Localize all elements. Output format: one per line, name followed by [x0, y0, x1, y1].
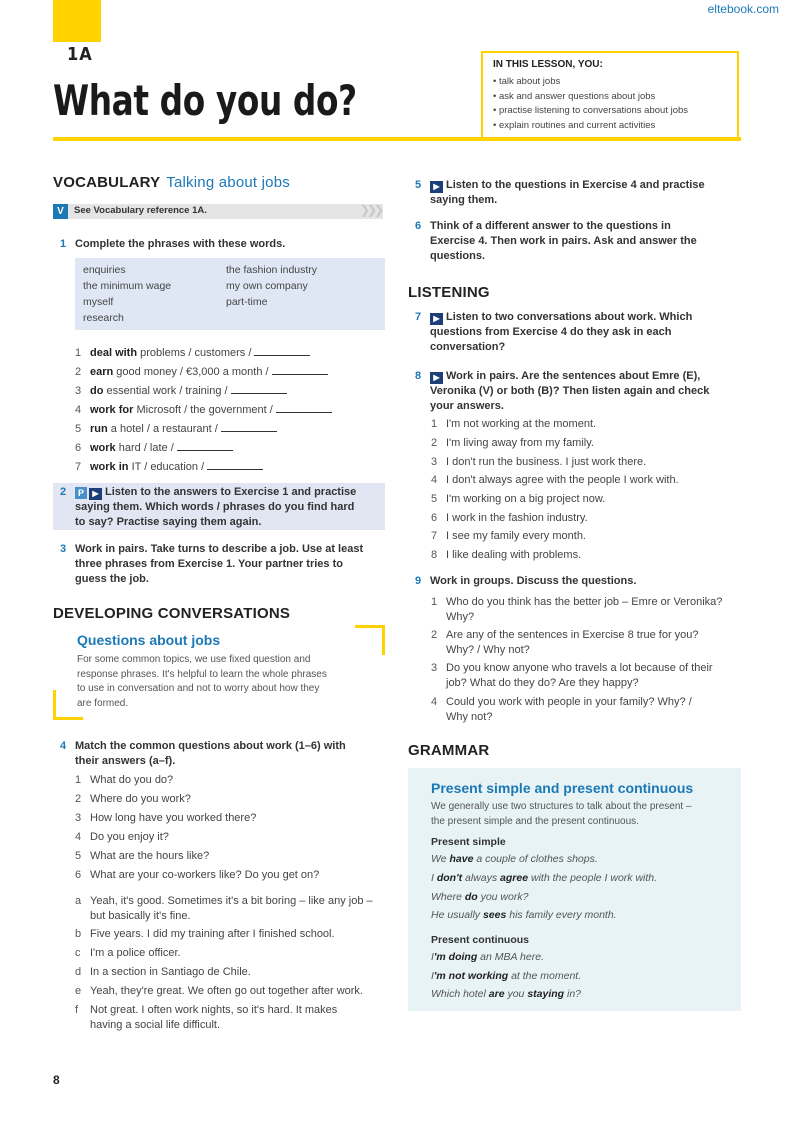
- answer-blank[interactable]: [207, 459, 263, 470]
- vocabulary-title: VOCABULARY: [53, 174, 161, 191]
- lesson-item: • practise listening to conversations about jobs: [493, 104, 688, 119]
- list-item: 4 work for Microsoft / the government /: [75, 402, 332, 416]
- list-item: 7 I see my family every month.: [431, 530, 586, 542]
- list-item: 3 How long have you worked there?: [75, 812, 257, 824]
- list-item: 6 What are your co-workers like? Do you get on?: [75, 869, 320, 881]
- example-sentence: We have a couple of clothes shops.: [431, 853, 598, 865]
- vocabulary-reference-bar: [53, 204, 383, 219]
- lesson-item: • ask and answer questions about jobs: [493, 90, 688, 105]
- exercise-7: [415, 310, 735, 356]
- answer-blank[interactable]: [272, 364, 328, 375]
- exercise-instruction: Work in groups. Discuss the questions.: [430, 575, 637, 587]
- page-title: What do you do?: [53, 76, 357, 125]
- example-sentence: Which hotel are you staying in?: [431, 988, 582, 1000]
- exercise-5: [415, 178, 735, 209]
- exercise-number: 7: [415, 311, 422, 323]
- play-audio-icon[interactable]: ▶: [430, 313, 443, 325]
- exercise-instruction: Work in pairs. Take turns to describe a job. Use at least three phrases from Exercise 1. Your partner tries to guess the job.: [75, 543, 364, 585]
- example-sentence: I'm doing an MBA here.: [431, 951, 544, 963]
- present-continuous-heading: Present continuous: [431, 934, 530, 946]
- lesson-list: [493, 75, 688, 133]
- list-item: f Not great. I often work nights, so it's hard. It makes having a social life difficult.: [75, 1004, 338, 1031]
- list-item: 1 Who do you think has the better job – Emre or Veronika? Why?: [431, 596, 723, 623]
- list-item: 1 I'm not working at the moment.: [431, 418, 597, 430]
- bracket-bottom: [53, 690, 56, 720]
- brand-watermark: eltebook.com: [707, 2, 779, 16]
- vocabulary-heading: [53, 174, 290, 191]
- question-list: [75, 774, 390, 884]
- page-number: 8: [53, 1073, 60, 1087]
- answer-blank[interactable]: [276, 402, 332, 413]
- vocabulary-badge: V: [53, 204, 68, 219]
- lesson-item: • explain routines and current activities: [493, 119, 688, 134]
- list-item: 2 Are any of the sentences in Exercise 8 true for you? Why? / Why not?: [431, 629, 699, 656]
- exercise-number: 3: [60, 543, 67, 555]
- list-item: b Five years. I did my training after I finished school.: [75, 928, 335, 940]
- example-sentence: I'm not working at the moment.: [431, 970, 582, 982]
- lesson-item: • talk about jobs: [493, 75, 688, 90]
- unit-label: 1A: [67, 44, 93, 65]
- phrase-list: [75, 345, 385, 475]
- list-item: e Yeah, they're great. We often go out together after work.: [75, 985, 363, 997]
- word-option: myself: [83, 296, 114, 308]
- list-item: 4 I don't always agree with the people I work with.: [431, 474, 679, 486]
- answer-blank[interactable]: [221, 421, 277, 432]
- exercise-instruction: ▶ Listen to the questions in Exercise 4 and practise saying them.: [430, 179, 705, 206]
- vocabulary-reference-text: See Vocabulary reference 1A.: [74, 205, 207, 216]
- listening-heading: LISTENING: [408, 284, 490, 301]
- exercise-number: 9: [415, 575, 422, 587]
- example-sentence: Where do you work?: [431, 891, 529, 903]
- unit-tab: [53, 0, 101, 38]
- word-option: the minimum wage: [83, 280, 172, 292]
- answer-blank[interactable]: [254, 345, 310, 356]
- grammar-title: Present simple and present continuous: [431, 780, 694, 796]
- unit-tab-cap: [53, 38, 101, 42]
- pronunciation-icon: P: [75, 487, 87, 499]
- list-item: 3 I don't run the business. I just work there.: [431, 456, 647, 468]
- play-audio-icon[interactable]: ▶: [89, 488, 102, 500]
- grammar-heading: GRAMMAR: [408, 742, 490, 759]
- exercise-2: [60, 485, 385, 531]
- exercise-instruction: P ▶ Listen to the answers to Exercise 1 and practise saying them. Which words / phrases do you find hard to say? Practise saying them again.: [75, 486, 357, 528]
- word-option: enquiries: [83, 264, 126, 276]
- exercise-number: 6: [415, 220, 422, 232]
- box-title: Questions about jobs: [77, 632, 221, 648]
- list-item: 4 Do you enjoy it?: [75, 831, 169, 843]
- answer-blank[interactable]: [231, 383, 287, 394]
- list-item: 6 work hard / late /: [75, 440, 233, 454]
- exercise-number: 8: [415, 370, 422, 382]
- word-box: [75, 258, 385, 330]
- list-item: 2 earn good money / €3,000 a month /: [75, 364, 328, 378]
- exercise-1: [60, 237, 390, 253]
- answer-list: [75, 894, 395, 1034]
- list-item: a Yeah, it's good. Sometimes it's a bit boring – like any job – but basically it's fine.: [75, 895, 373, 922]
- list-item: 2 I'm living away from my family.: [431, 437, 594, 449]
- list-item: 4 Could you work with people in your family? Why? / Why not?: [431, 696, 692, 723]
- exercise-instruction: ▶ Work in pairs. Are the sentences about Emre (E), Veronika (V) or both (B)? Then listen again and check your answers.: [430, 370, 710, 412]
- exercise-number: 2: [60, 486, 67, 498]
- discussion-list: [431, 595, 741, 725]
- list-item: 7 work in IT / education /: [75, 459, 263, 473]
- list-item: 5 I'm working on a big project now.: [431, 493, 606, 505]
- answer-blank[interactable]: [177, 440, 233, 451]
- bracket-bottom: [53, 717, 83, 720]
- list-item: 3 Do you know anyone who travels a lot because of their job? What do they do? Are they happy?: [431, 662, 713, 689]
- word-option: the fashion industry: [226, 264, 318, 276]
- exercise-6: [415, 219, 735, 265]
- lesson-heading: IN THIS LESSON, YOU:: [493, 59, 603, 70]
- play-audio-icon[interactable]: ▶: [430, 181, 443, 193]
- list-item: 5 run a hotel / a restaurant /: [75, 421, 277, 435]
- list-item: 6 I work in the fashion industry.: [431, 512, 588, 524]
- exercise-3: [60, 542, 390, 588]
- exercise-8: [415, 369, 740, 415]
- bracket-top: [382, 625, 385, 655]
- example-sentence: I don't always agree with the people I work with.: [431, 872, 658, 884]
- vocabulary-subtitle: Talking about jobs: [166, 174, 290, 191]
- word-option: part-time: [226, 296, 268, 308]
- grammar-intro: We generally use two structures to talk about the present – the present simple and the present continuous.: [431, 801, 692, 827]
- exercise-instruction: Complete the phrases with these words.: [75, 238, 286, 250]
- bracket-top: [355, 625, 385, 628]
- list-item: 2 Where do you work?: [75, 793, 191, 805]
- exercise-instruction: ▶ Listen to two conversations about work. Which questions from Exercise 4 do they ask in each conversation?: [430, 311, 693, 353]
- word-option: my own company: [226, 280, 308, 292]
- list-item: d In a section in Santiago de Chile.: [75, 966, 251, 978]
- exercise-number: 4: [60, 740, 67, 752]
- exercise-number: 5: [415, 179, 422, 191]
- list-item: 5 What are the hours like?: [75, 850, 210, 862]
- box-text: For some common topics, we use fixed question and response phrases. It's helpful to learn the whole phrases to use in conversation and not to worry about how they are formed.: [77, 654, 327, 709]
- exercise-4: [60, 739, 390, 770]
- list-item: 1 deal with problems / customers /: [75, 345, 310, 359]
- example-sentence: He usually sees his family every month.: [431, 909, 617, 921]
- play-audio-icon[interactable]: ▶: [430, 372, 443, 384]
- exercise-number: 1: [60, 238, 67, 250]
- word-option: research: [83, 312, 124, 324]
- list-item: 3 do essential work / training /: [75, 383, 287, 397]
- list-item: 1 What do you do?: [75, 774, 174, 786]
- exercise-9: [415, 574, 735, 590]
- exercise-instruction: Think of a different answer to the questions in Exercise 4. Then work in pairs. Ask and answer the questions.: [430, 220, 697, 262]
- exercise-instruction: Match the common questions about work (1–6) with their answers (a–f).: [75, 740, 346, 767]
- present-simple-heading: Present simple: [431, 836, 506, 848]
- chevron-right-icon: ❯❯❯: [360, 203, 382, 217]
- lesson-objectives-box: [481, 51, 739, 139]
- list-item: 8 I like dealing with problems.: [431, 549, 582, 561]
- list-item: c I'm a police officer.: [75, 947, 181, 959]
- sentence-list: [431, 418, 741, 568]
- developing-conversations-heading: DEVELOPING CONVERSATIONS: [53, 605, 291, 622]
